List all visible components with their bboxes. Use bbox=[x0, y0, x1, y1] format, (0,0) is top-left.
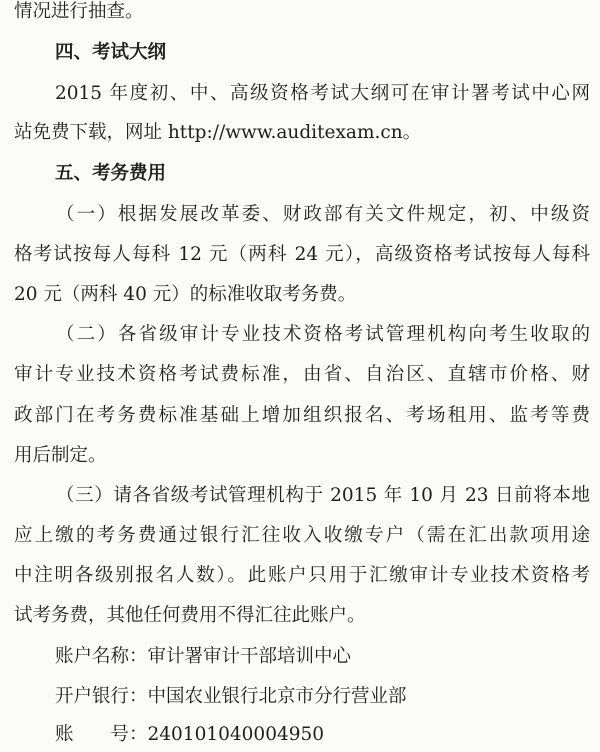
section-heading-fees: 五、考务费用 bbox=[55, 163, 167, 184]
text-line: （二）各省级审计专业技术资格考试管理机构向考生收取的 bbox=[56, 324, 590, 345]
section-heading-outline: 四、考试大纲 bbox=[55, 42, 167, 63]
text-line: （一）根据发展改革委、财政部有关文件规定，初、中级资 bbox=[56, 204, 590, 225]
account-number: 账 号：240101040004950 bbox=[55, 724, 325, 745]
text-line-url: 站免费下载，网址 http://www.auditexam.cn。 bbox=[14, 122, 422, 143]
text-line: 2015 年度初、中、高级资格考试大纲可在审计署考试中心网 bbox=[55, 83, 590, 104]
account-bank: 开户银行：中国农业银行北京市分行营业部 bbox=[55, 686, 407, 707]
text-line: 试考务费，其他任何费用不得汇往此账户。 bbox=[14, 605, 366, 626]
text-line: 格考试按每人每科 12 元（两科 24 元），高级资格考试按每人每科 bbox=[14, 244, 590, 265]
text-line: 应上缴的考务费通过银行汇往收入收缴专户（需在汇出款项用途 bbox=[14, 525, 590, 546]
text-line: 中注明各级别报名人数）。此账户只用于汇缴审计专业技术资格考 bbox=[14, 565, 590, 586]
account-name: 账户名称：审计署审计干部培训中心 bbox=[55, 646, 352, 667]
text-line: （三）请各省级考试管理机构于 2015 年 10 月 23 日前将本地 bbox=[56, 485, 590, 506]
text-line: 20 元（两科 40 元）的标准收取考务费。 bbox=[14, 284, 357, 305]
text-line: 用后制定。 bbox=[14, 445, 107, 466]
text-line: 审计专业技术资格考试费标准，由省、自治区、直辖市价格、财 bbox=[14, 364, 590, 385]
text-line: 政部门在考务费标准基础上增加组织报名、考场租用、监考等费 bbox=[14, 405, 590, 426]
text-line: 情况进行抽查。 bbox=[14, 1, 144, 22]
